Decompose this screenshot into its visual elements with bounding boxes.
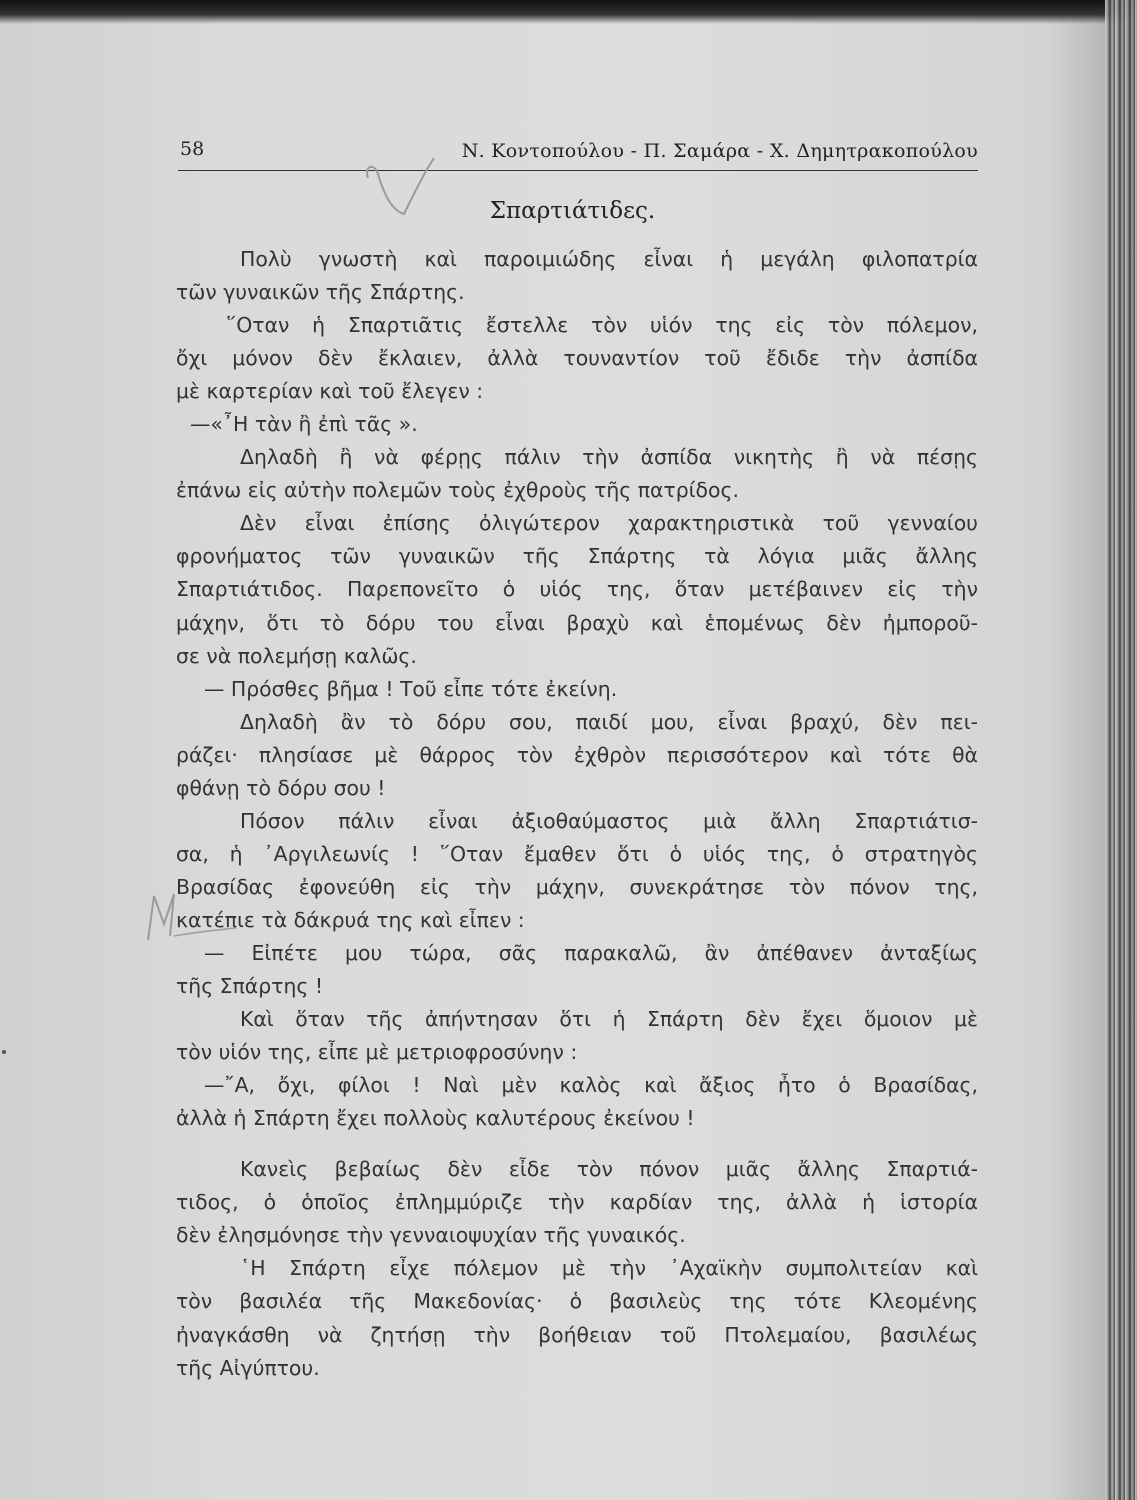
- text-line: Κανεὶς βεβαίως δὲν εἶδε τὸν πόνον μιᾶς ἄλλης Σπαρτιά-: [240, 1157, 978, 1182]
- text-line: —῎Α, ὄχι, φίλοι ! Ναὶ μὲν καλὸς καὶ ἄξιος ἦτο ὁ Βρασίδας,: [204, 1073, 978, 1098]
- text-line: Δὲν εἶναι ἐπίσης ὀλιγώτερον χαρακτηριστικὰ τοῦ γενναίου: [240, 511, 978, 536]
- book-spine: [1105, 0, 1137, 1500]
- text-line: ῾Η Σπάρτη εἶχε πόλεμον μὲ τὴν ᾿Αχαϊκὴν συμπολιτείαν καὶ: [240, 1256, 978, 1281]
- text-line: μὲ καρτερίαν καὶ τοῦ ἔλεγεν :: [176, 379, 484, 404]
- running-head: Ν. Κοντοπούλου - Π. Σαμάρα - Χ. Δημητρακοπούλου: [461, 140, 978, 162]
- text-line: ὄχι μόνον δὲν ἔκλαιεν, ἀλλὰ τουναντίον τοῦ ἔδιδε τὴν ἀσπίδα: [176, 346, 978, 371]
- text-line: ἀλλὰ ἡ Σπάρτη ἔχει πολλοὺς καλυτέρους ἐκείνου !: [176, 1106, 695, 1131]
- text-line: τῶν γυναικῶν τῆς Σπάρτης.: [176, 280, 465, 305]
- text-line: Σπαρτιάτιδος. Παρεπονεῖτο ὁ υἱός της, ὅταν μετέβαινεν εἰς τὴν: [176, 577, 978, 602]
- text-line: ἠναγκάσθη νὰ ζητήσῃ τὴν βοήθειαν τοῦ Πτολεμαίου, βασιλέως: [176, 1322, 978, 1347]
- page-header: [178, 138, 978, 171]
- page-number: 58: [180, 138, 205, 160]
- text-line: τιδος, ὁ ὁποῖος ἐπλημμύριζε τὴν καρδίαν της, ἀλλὰ ἡ ἱστορία: [176, 1190, 978, 1215]
- text-line: δὲν ἐλησμόνησε τὴν γενναιοψυχίαν τῆς γυναικός.: [176, 1223, 686, 1248]
- text-line: σα, ἡ ᾿Αργιλεωνίς ! ῞Οταν ἔμαθεν ὅτι ὁ υἱός της, ὁ στρατηγὸς: [176, 841, 978, 866]
- text-line: φθάνῃ τὸ δόρυ σου !: [176, 775, 386, 800]
- text-line: Δηλαδὴ ἢ νὰ φέρῃς πάλιν τὴν ἀσπίδα νικητὴς ἢ νὰ πέσῃς: [240, 445, 978, 470]
- text-line: τὸν βασιλέα τῆς Μακεδονίας· ὁ βασιλεὺς της τότε Κλεομένης: [176, 1289, 978, 1314]
- section-title: Σπαρτιάτιδες.: [489, 198, 656, 224]
- text-line: —«῏Η τὰν ἢ ἐπὶ τᾶς ».: [190, 412, 418, 437]
- text-line: μάχην, ὅτι τὸ δόρυ του εἶναι βραχὺ καὶ ἑπομένως δὲν ἠμποροῦ-: [176, 610, 978, 635]
- text-line: — Εἰπέτε μου τώρα, σᾶς παρακαλῶ, ἂν ἀπέθανεν ἀνταξίως: [204, 940, 978, 965]
- text-line: ἐπάνω εἰς αὐτὴν πολεμῶν τοὺς ἐχθροὺς τῆς πατρίδος.: [176, 478, 739, 503]
- text-line: Βρασίδας ἐφονεύθη εἰς τὴν μάχην, συνεκράτησε τὸν πόνον της,: [176, 874, 978, 899]
- text-line: φρονήματος τῶν γυναικῶν τῆς Σπάρτης τὰ λόγια μιᾶς ἄλλης: [176, 544, 978, 569]
- text-line: — Πρόσθες βῆμα ! Τοῦ εἶπε τότε ἐκείνη.: [204, 676, 618, 701]
- margin-dot: [2, 1050, 6, 1054]
- paragraph-gap: [176, 1135, 978, 1153]
- body-text: [176, 243, 978, 1385]
- text-line: τῆς Σπάρτης !: [176, 974, 324, 999]
- text-line: Καὶ ὅταν τῆς ἀπήντησαν ὅτι ἡ Σπάρτη δὲν ἔχει ὅμοιον μὲ: [240, 1007, 978, 1032]
- text-line: σε νὰ πολεμήσῃ καλῶς.: [176, 643, 417, 668]
- pencil-margin-mark: [140, 878, 240, 948]
- text-line: Πόσον πάλιν εἶναι ἀξιοθαύμαστος μιὰ ἄλλη Σπαρτιάτισ-: [240, 808, 978, 833]
- text-line: Πολὺ γνωστὴ καὶ παροιμιώδης εἶναι ἡ μεγάλη φιλοπατρία: [240, 247, 978, 271]
- text-line: τῆς Αἰγύπτου.: [176, 1355, 320, 1380]
- text-line: κατέπιε τὰ δάκρυά της καὶ εἶπεν :: [176, 907, 525, 932]
- text-line: ράζει· πλησίασε μὲ θάρρος τὸν ἐχθρὸν περισσότερον καὶ τότε θὰ: [176, 742, 978, 767]
- text-line: ῞Οταν ἡ Σπαρτιᾶτις ἔστελλε τὸν υἱόν της εἰς τὸν πόλεμον,: [226, 313, 978, 338]
- text-line: τὸν υἱόν της, εἶπε μὲ μετριοφροσύνην :: [176, 1040, 578, 1065]
- text-line: Δηλαδὴ ἂν τὸ δόρυ σου, παιδί μου, εἶναι βραχύ, δὲν πει-: [240, 709, 978, 734]
